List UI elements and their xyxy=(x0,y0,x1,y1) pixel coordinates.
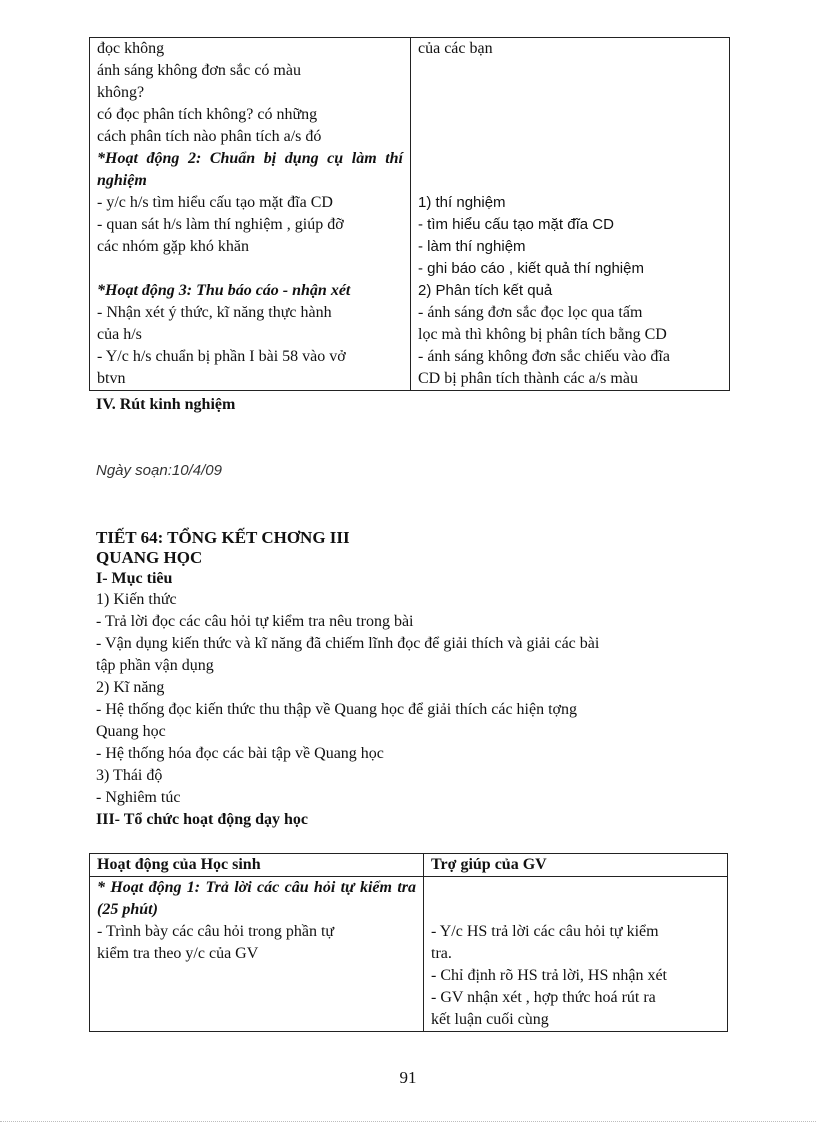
table1-left-line: - quan sát h/s làm thí nghiệm , giúp đỡ xyxy=(97,216,344,233)
table1-right-cell xyxy=(411,38,730,391)
objectives-body xyxy=(96,589,724,809)
activity-table-continued xyxy=(89,37,730,391)
table1-left-line: của h/s xyxy=(97,326,142,343)
table1-right-line: lọc mà thì không bị phân tích bằng CD xyxy=(418,326,667,343)
date-prepared: Ngày soạn:10/4/09 xyxy=(96,462,222,479)
table1-left-line: btvn xyxy=(97,370,126,387)
table1-right-line: - ánh sáng đơn sắc đọc lọc qua tấm xyxy=(418,304,643,321)
table1-left-line: các nhóm gặp khó khăn xyxy=(97,238,249,255)
objective-line: - Vận dụng kiến thức và kĩ năng đã chiếm lĩnh đọc để giải thích và giải các bài xyxy=(96,635,600,652)
table1-left-line: không? xyxy=(97,84,145,101)
table1-right-line: 2) Phân tích kết quả xyxy=(418,282,553,299)
activity-1-heading: * Hoạt động 1: Trả lời các câu hỏi tự kiểm tra (25 phút) xyxy=(97,879,416,918)
activity-table xyxy=(89,853,728,1032)
table2-right-line: - Y/c HS trả lời các câu hỏi tự kiểm xyxy=(431,923,659,940)
page-number: 91 xyxy=(399,1068,417,1087)
table2-left-line: - Trình bày các câu hỏi trong phần tự xyxy=(97,923,335,940)
objective-line: 2) Kĩ năng xyxy=(96,679,165,696)
table1-right-line: - ánh sáng không đơn sắc chiếu vào đĩa xyxy=(418,348,670,365)
table1-right-line: - tìm hiểu cấu tạo mặt đĩa CD xyxy=(418,216,614,233)
objective-line: 3) Thái độ xyxy=(96,767,163,784)
table1-left-line: - Y/c h/s chuẩn bị phần I bài 58 vào vở xyxy=(97,348,346,365)
table1-left-line: cách phân tích nào phân tích a/s đó xyxy=(97,128,322,145)
table1-left-line: - y/c h/s tìm hiểu cấu tạo mặt đĩa CD xyxy=(97,194,333,211)
objective-line: Quang học xyxy=(96,723,166,740)
objective-line: - Hệ thống đọc kiến thức thu thập về Quang học để giải thích các hiện tợng xyxy=(96,701,577,718)
activity-2-heading: *Hoạt động 2: Chuẩn bị dụng cụ làm thí nghiệm xyxy=(97,150,403,189)
table2-right-line: tra. xyxy=(431,945,452,962)
table1-left-line: có đọc phân tích không? có những xyxy=(97,106,318,123)
title-line-1: TIẾT 64: TỔNG KẾT CHƠNG III xyxy=(96,528,350,547)
table2-left-line: kiểm tra theo y/c của GV xyxy=(97,945,259,962)
table2-left-cell xyxy=(90,877,424,1032)
table1-left-line: - Nhận xét ý thức, kĩ năng thực hành xyxy=(97,304,332,321)
lesson-title xyxy=(96,528,350,568)
activity-3-heading: *Hoạt động 3: Thu báo cáo - nhận xét xyxy=(97,282,351,299)
section-i-heading: I- Mục tiêu xyxy=(96,570,173,587)
table1-right-top: của các bạn xyxy=(418,40,493,57)
table1-right-line: CD bị phân tích thành các a/s màu xyxy=(418,370,638,387)
table1-right-line: - làm thí nghiệm xyxy=(418,238,526,255)
title-line-2: QUANG HỌC xyxy=(96,548,203,567)
table1-right-line: 1) thí nghiệm xyxy=(418,194,506,211)
section-iii-heading: III- Tổ chức hoạt động dạy học xyxy=(96,811,309,828)
table1-left-cell xyxy=(90,38,411,391)
table2-right-line: kết luận cuối cùng xyxy=(431,1011,549,1028)
section-iv-heading: IV. Rút kinh nghiệm xyxy=(96,396,236,413)
table2-right-line: - Chỉ định rõ HS trả lời, HS nhận xét xyxy=(431,967,667,984)
objective-line: 1) Kiến thức xyxy=(96,591,177,608)
objective-line: - Nghiêm túc xyxy=(96,789,181,806)
table2-right-cell xyxy=(424,877,728,1032)
table1-left-line: ánh sáng không đơn sắc có màu xyxy=(97,62,301,79)
page-bottom-border xyxy=(0,1121,816,1122)
objective-line: - Hệ thống hóa đọc các bài tập về Quang học xyxy=(96,745,384,762)
table2-right-line: - GV nhận xét , hợp thức hoá rút ra xyxy=(431,989,656,1006)
header-student-activity: Hoạt động của Học sinh xyxy=(90,854,424,877)
objective-line: - Trả lời đọc các câu hỏi tự kiểm tra nêu trong bài xyxy=(96,613,414,630)
header-teacher-support: Trợ giúp của GV xyxy=(424,854,728,877)
table1-right-line: - ghi báo cáo , kiết quả thí nghiệm xyxy=(418,260,644,277)
objective-line: tập phần vận dụng xyxy=(96,657,214,674)
table1-left-line: đọc không xyxy=(97,40,165,57)
